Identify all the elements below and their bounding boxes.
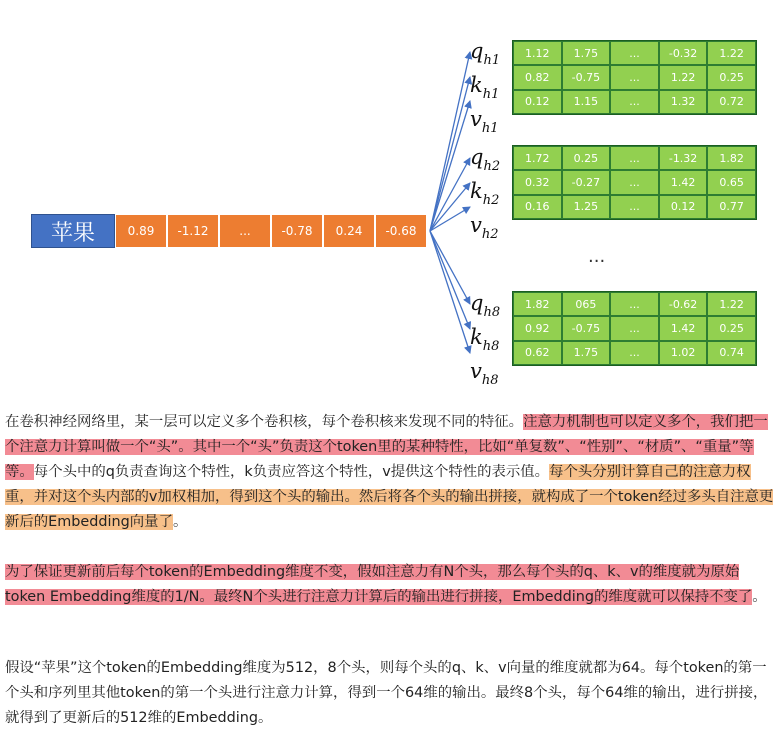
paragraph-example [5, 656, 775, 731]
head-cell: 0.77 [707, 195, 756, 219]
k-label: $k_{h8}$ [470, 325, 500, 354]
head-cell: ... [610, 341, 659, 365]
head-cell: 0.74 [707, 341, 756, 365]
head-cell: 0.12 [659, 195, 708, 219]
head-cell: 1.75 [562, 341, 611, 365]
head-cell: 0.25 [707, 316, 756, 340]
token-embedding-vector [115, 214, 427, 248]
head-cell: ... [610, 170, 659, 194]
head-1-table [512, 40, 757, 115]
head-cell: -0.27 [562, 170, 611, 194]
head-cell: 1.42 [659, 316, 708, 340]
k-label: $k_{h2}$ [470, 179, 500, 208]
token-value: -0.68 [375, 214, 427, 248]
head-1-qkv-labels [470, 39, 500, 141]
head-cell: 0.62 [513, 341, 562, 365]
head-cell: 0.82 [513, 65, 562, 89]
head-cell: 0.32 [513, 170, 562, 194]
projection-arrow [430, 101, 470, 231]
head-cell: 0.72 [707, 90, 756, 114]
more-heads-ellipsis: ... [588, 246, 606, 267]
head-cell: 1.82 [707, 146, 756, 170]
token-value: ... [219, 214, 271, 248]
head-cell: -0.75 [562, 316, 611, 340]
head-cell: -0.75 [562, 65, 611, 89]
q-label: $q_{h8}$ [470, 291, 501, 320]
head-cell: ... [610, 41, 659, 65]
head-2-table [512, 145, 757, 220]
head-8-table [512, 291, 757, 366]
head-cell: 1.42 [659, 170, 708, 194]
token-value: 0.89 [115, 214, 167, 248]
token-value: 0.24 [323, 214, 375, 248]
paragraph-multi-head-explanation [5, 410, 775, 535]
projection-arrow [430, 158, 470, 231]
head-cell: 1.22 [707, 41, 756, 65]
paragraph-dimension-note [5, 560, 775, 610]
k-label: $k_{h1}$ [470, 73, 500, 102]
head-cell: 1.12 [513, 41, 562, 65]
head-cell: 1.02 [659, 341, 708, 365]
text-plain: 。 [752, 589, 767, 605]
token-value: -1.12 [167, 214, 219, 248]
head-cell: 1.22 [707, 292, 756, 316]
head-cell: 0.16 [513, 195, 562, 219]
head-cell: ... [610, 292, 659, 316]
head-2-qkv-labels [470, 145, 500, 247]
text-plain: 每个头中的q负责查询这个特性，k负责应答这个特性，v提供这个特性的表示值。 [33, 464, 550, 480]
token-value: -0.78 [271, 214, 323, 248]
highlight-orange-text: 每个头分别计算自己的注意力权重，并对这个头内部的v加权相加，得到这个头的输出。然后将各个头的输出拼接，就构成了一个token经过多头自注意更新后的Embedding向量了 [5, 464, 774, 530]
head-cell: ... [610, 65, 659, 89]
head-cell: 0.25 [707, 65, 756, 89]
head-cell: 0.12 [513, 90, 562, 114]
v-label: $v_{h8}$ [470, 359, 499, 388]
head-cell: 1.15 [562, 90, 611, 114]
head-cell: -0.32 [659, 41, 708, 65]
head-8-qkv-labels [470, 291, 500, 393]
token-label: 苹果 [31, 214, 115, 248]
q-label: $q_{h1}$ [470, 39, 501, 68]
head-cell: 1.25 [562, 195, 611, 219]
head-cell: ... [610, 90, 659, 114]
v-label: $v_{h2}$ [470, 213, 499, 242]
text-plain: 。 [172, 514, 188, 530]
head-cell: 065 [562, 292, 611, 316]
head-cell: 1.75 [562, 41, 611, 65]
text-plain: 假设“苹果”这个token的Embedding维度为512，8个头，则每个头的q、k、v向量的维度就都为64。每个token的第一个头和序列里其他token的第一个头进行注意力计算，得到一个64维的输出。最终8个头，每个64维的输出，进行拼接，就得到了更新后的512维的Embedding。 [5, 660, 768, 726]
head-cell: -0.62 [659, 292, 708, 316]
head-cell: ... [610, 146, 659, 170]
projection-arrow [430, 52, 470, 231]
q-label: $q_{h2}$ [470, 145, 501, 174]
head-cell: 1.32 [659, 90, 708, 114]
head-cell: 1.82 [513, 292, 562, 316]
highlight-red-text: 为了保证更新前后每个token的Embedding维度不变，假如注意力有N个头，那么每个头的q、k、v的维度就为原始token Embedding维度的1/N。最终N个头进行注意力计算后的输出进行拼接，Embedding的维度就可以保持不变了 [5, 564, 753, 605]
head-cell: 0.25 [562, 146, 611, 170]
highlight-red-text: 注意力机制也可以定义多个，我们把一个注意力计算叫做一个“头”。其中一个“头”负责这个token里的某种特性，比如“单复数”、“性别”、“材质”、“重量”等等。 [5, 414, 768, 480]
head-cell: 0.65 [707, 170, 756, 194]
projection-arrow [430, 231, 470, 329]
v-label: $v_{h1}$ [470, 107, 499, 136]
head-cell: -1.32 [659, 146, 708, 170]
head-cell: 0.92 [513, 316, 562, 340]
head-cell: 1.72 [513, 146, 562, 170]
head-cell: ... [610, 195, 659, 219]
head-cell: ... [610, 316, 659, 340]
head-cell: 1.22 [659, 65, 708, 89]
text-plain: 在卷积神经网络里，某一层可以定义多个卷积核，每个卷积核来发现不同的特征。 [5, 414, 524, 430]
